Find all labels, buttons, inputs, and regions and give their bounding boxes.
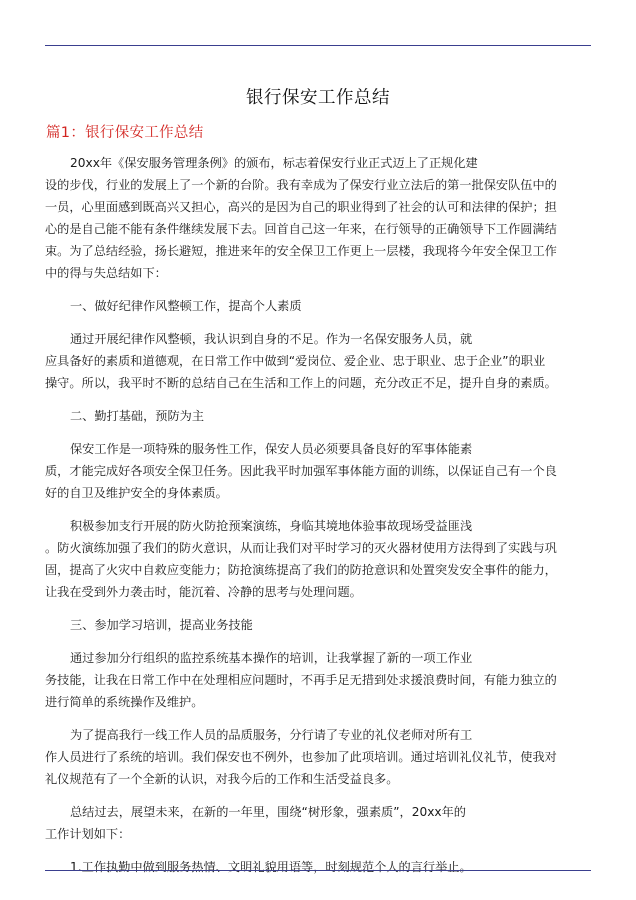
paragraph-line: 通过开展纪律作风整顿，我认识到自身的不足。作为一名保安服务人员，就: [70, 332, 473, 346]
paragraph-line: 设的步伐，行业的发展上了一个新的台阶。我有幸成为了保安行业立法后的第一批保安队伍中的: [45, 178, 557, 192]
paragraph: [45, 724, 591, 790]
header-rule: [45, 45, 591, 46]
paragraph: [45, 328, 591, 394]
paragraph-line: 让我在受到外力袭击时，能沉着、冷静的思考与处理问题。: [45, 585, 362, 599]
paragraph-line: 束。为了总结经验，扬长避短，推进来年的安全保卫工作更上一层楼，我现将今年安全保卫工作: [45, 244, 557, 258]
paragraph-line: 应具备好的素质和道德观，在日常工作中做到“爱岗位、爱企业、忠于职业、忠于企业”的职业: [45, 354, 546, 368]
paragraph: [45, 152, 591, 284]
subheading-line: 二、勤打基础，预防为主: [70, 409, 205, 423]
paragraph-line: 一员，心里面感到既高兴又担心，高兴的是因为自己的职业得到了社会的认可和法律的保护；担: [45, 200, 557, 214]
paragraph-line: 总结过去，展望未来，在新的一年里，围绕“树形象，强素质”，20xx年的: [70, 805, 466, 819]
list-item: [45, 856, 591, 878]
paragraph: [45, 647, 591, 713]
list-item-line: 1.工作执勤中做到服务热情、文明礼貌用语等，时刻规范个人的言行举止。: [70, 860, 472, 874]
paragraph-line: 好的自卫及维护安全的身体素质。: [45, 486, 228, 500]
paragraph-line: 心的是自己能不能有条件继续发展下去。回首自己这一年来，在行领导的正确领导下工作圆满结: [45, 222, 557, 236]
section-heading: 篇1：银行保安工作总结: [46, 125, 204, 141]
paragraph: [45, 515, 591, 603]
paragraph-line: 进行简单的系统操作及维护。: [45, 695, 204, 709]
paragraph-line: 保安工作是一项特殊的服务性工作，保安人员必须要具备良好的军事体能素: [70, 442, 473, 456]
document-title: 银行保安工作总结: [246, 88, 390, 108]
paragraph-line: 务技能，让我在日常工作中在处理相应问题时，不再手足无措到处求援浪费时间，有能力独立的: [45, 673, 557, 687]
paragraph: [45, 438, 591, 504]
paragraph-line: 操守。所以，我平时不断的总结自己在生活和工作上的问题，充分改正不足，提升自身的素质。: [45, 376, 557, 390]
paragraph-line: 作人员进行了系统的培训。我们保安也不例外，也参加了此项培训。通过培训礼仪礼节，使我对: [45, 750, 557, 764]
paragraph: [45, 801, 591, 845]
subheading-line: 一、做好纪律作风整顿工作，提高个人素质: [70, 299, 302, 313]
paragraph-line: 积极参加支行开展的防火防抢预案演练，身临其境地体验事故现场受益匪浅: [70, 519, 473, 533]
subheading: [45, 405, 591, 427]
paragraph-line: 固，提高了火灾中自救应变能力；防抢演练提高了我们的防抢意识和处置突发安全事件的能力，: [45, 563, 557, 577]
paragraph-line: 中的得与失总结如下：: [45, 266, 167, 280]
subheading-line: 三、参加学习培训，提高业务技能: [70, 618, 253, 632]
paragraph-line: 质，才能完成好各项安全保卫任务。因此我平时加强军事体能方面的训练，以保证自己有一个良: [45, 464, 557, 478]
footer-rule: [45, 870, 591, 871]
paragraph-line: 20xx年《保安服务管理条例》的颁布，标志着保安行业正式迈上了正规化建: [70, 156, 478, 170]
paragraph-line: 礼仪规范有了一个全新的认识，对我今后的工作和生活受益良多。: [45, 772, 399, 786]
subheading: [45, 614, 591, 636]
document-body: [45, 152, 591, 878]
paragraph-line: 工作计划如下：: [45, 827, 131, 841]
paragraph-line: 为了提高我行一线工作人员的品质服务，分行请了专业的礼仪老师对所有工: [70, 728, 473, 742]
paragraph-line: 。防火演练加强了我们的防火意识，从而让我们对平时学习的灭火器材使用方法得到了实践与巩: [45, 541, 557, 555]
paragraph-line: 通过参加分行组织的监控系统基本操作的培训，让我掌握了新的一项工作业: [70, 651, 473, 665]
subheading: [45, 295, 591, 317]
